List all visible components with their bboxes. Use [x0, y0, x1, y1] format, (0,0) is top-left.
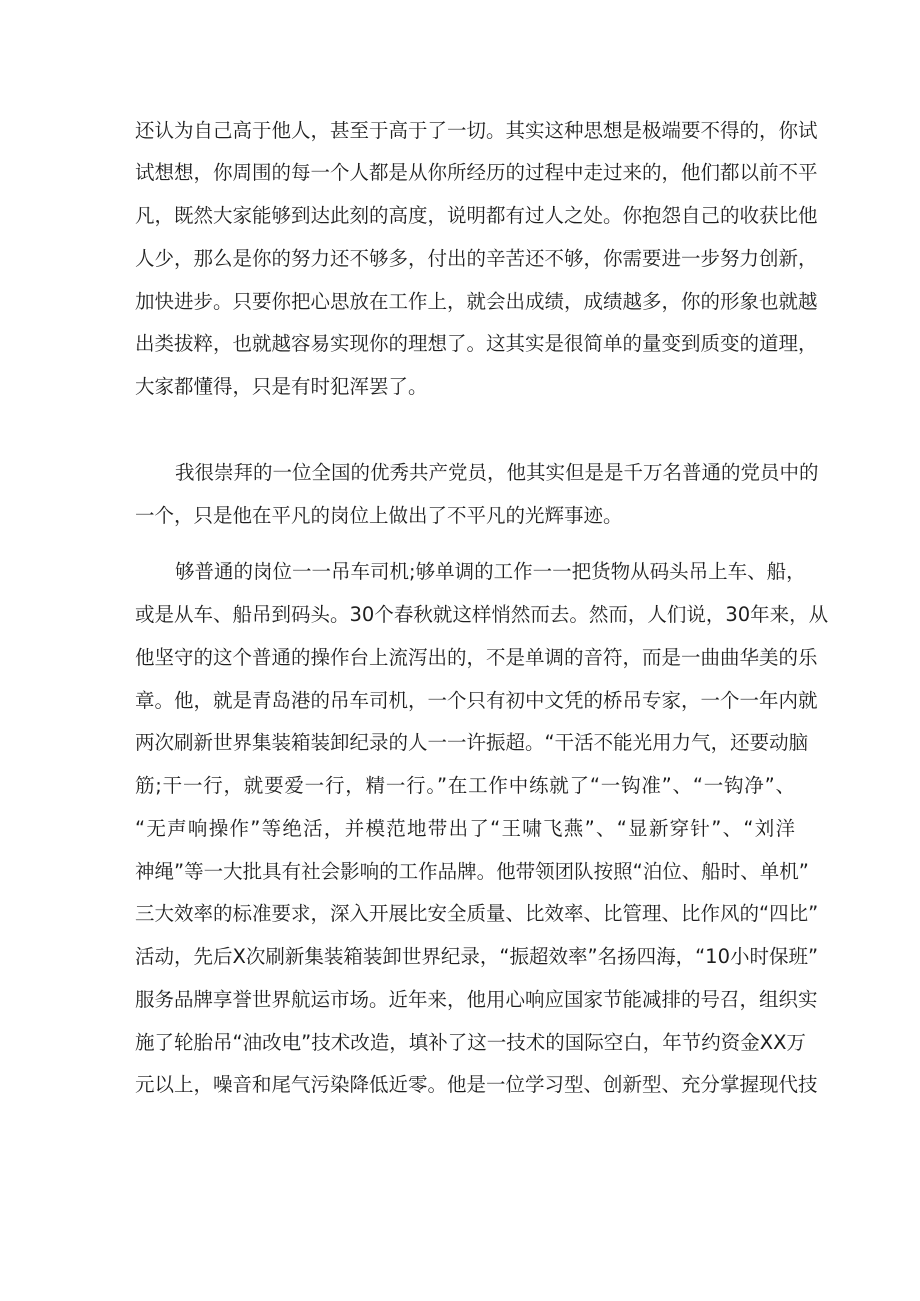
text-line: 大家都懂得，只是有时犯浑罢了。: [135, 375, 428, 398]
text-line: 三大效率的标准要求，深入开展比安全质量、比效率、比管理、比作风的“四比”: [135, 902, 819, 925]
text-line: 两次刷新世界集装箱装卸纪录的人一一许振超。“干活不能光用力气，还要动脑: [135, 731, 809, 754]
text-line: 活动，先后X次刷新集装箱装卸世界纪录，“振超效率”名扬四海，“10小时保班”: [135, 945, 819, 968]
text-line: 筋;干一行，就要爱一行，精一行。”在工作中练就了“一钩准”、“一钩净”、: [135, 774, 795, 797]
text-line: 出类拔粹，也就越容易实现你的理想了。这其实是很简单的量变到质变的道理，: [135, 332, 818, 355]
text-line: 试想想，你周围的每一个人都是从你所经历的过程中走过来的，他们都以前不平: [135, 161, 818, 184]
text-line: 够普通的岗位一一吊车司机;够单调的工作一一把货物从码头吊上车、船，: [175, 560, 806, 583]
text-line: 我很崇拜的一位全国的优秀共产党员，他其实但是是千万名普通的党员中的: [175, 461, 819, 484]
text-line: 凡，既然大家能够到达此刻的高度，说明都有过人之处。你抱怨自己的收获比他: [135, 204, 818, 227]
text-line: 加快进步。只要你把心思放在工作上，就会出成绩，成绩越多，你的形象也就越: [135, 290, 818, 313]
text-line: 他坚守的这个普通的操作台上流泻出的，不是单调的音符，而是一曲曲华美的乐: [135, 646, 818, 669]
text-line: 还认为自己高于他人，甚至于高于了一切。其实这种思想是极端要不得的，你试: [135, 119, 818, 142]
text-line: 神绳”等一大批具有社会影响的工作品牌。他带领团队按照“泊位、船时、单机”: [135, 860, 809, 883]
text-line: 或是从车、船吊到码头。30个春秋就这样悄然而去。然而，人们说，30年来，从: [135, 603, 829, 626]
text-line: 一个，只是他在平凡的岗位上做出了不平凡的光辉事迹。: [135, 504, 623, 527]
text-line: 章。他，就是青岛港的吊车司机，一个只有初中文凭的桥吊专家，一个一年内就: [135, 689, 818, 712]
text-line: 人少，那么是你的努力还不够多，付出的辛苦还不够，你需要进一步努力创新，: [135, 247, 818, 270]
text-line: 元以上，噪音和尾气污染降低近零。他是一位学习型、创新型、充分掌握现代技: [135, 1073, 818, 1096]
text-line: 服务品牌享誉世界航运市场。近年来，他用心响应国家节能减排的号召，组织实: [135, 988, 818, 1011]
text-line: 施了轮胎吊“油改电”技术改造，填补了这一技术的国际空白，年节约资金XX万: [135, 1031, 806, 1054]
text-line: “无声响操作”等绝活，并模范地带出了“王啸飞燕”、“显新穿针”、“刘洋: [135, 817, 795, 840]
